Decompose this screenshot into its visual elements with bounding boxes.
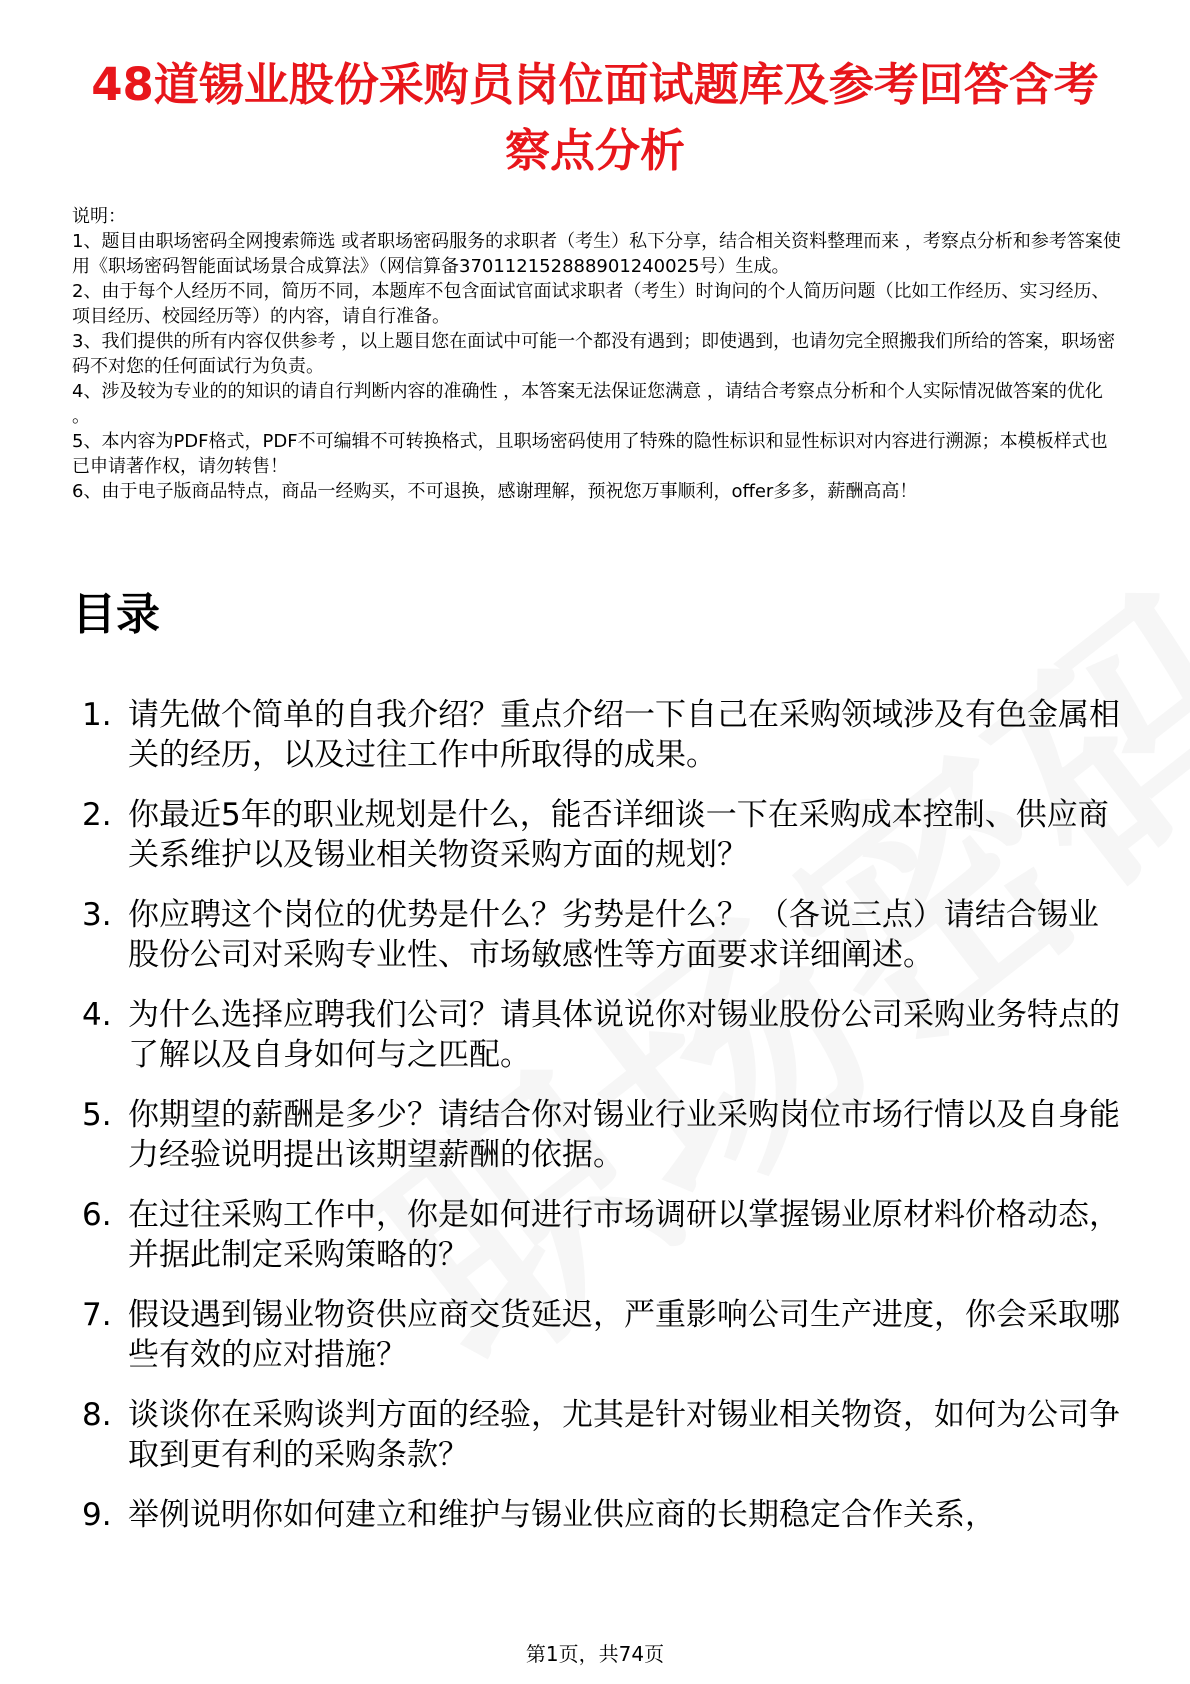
note-item: 4、涉及较为专业的的知识的请自行判断内容的准确性 ，本答案无法保证您满意 ，请结合考察点分析和个人实际情况做答案的优化 。: [72, 381, 1103, 427]
toc-item[interactable]: [72, 1495, 1122, 1535]
toc-item[interactable]: [72, 1195, 1122, 1275]
toc-item[interactable]: [72, 1295, 1122, 1375]
note-item: 2、由于每个人经历不同，简历不同，本题库不包含面试官面试求职者（考生）时询问的个人简历问题（比如工作经历、实习经历、项目经历、校园经历等）的内容，请自行准备。: [72, 281, 1110, 327]
toc-item-number: 6.: [82, 1197, 112, 1233]
toc-item[interactable]: [72, 1395, 1122, 1475]
toc-item-number: 8.: [82, 1397, 112, 1433]
toc-item-number: 1.: [82, 697, 112, 733]
toc-item-number: 5.: [82, 1097, 112, 1133]
toc-item-text: 为什么选择应聘我们公司？请具体说说你对锡业股份公司采购业务特点的了解以及自身如何与之匹配。: [128, 997, 1120, 1073]
toc-list: [72, 695, 1122, 1555]
toc-item[interactable]: [72, 895, 1122, 975]
toc-item-text: 请先做个简单的自我介绍？重点介绍一下自己在采购领域涉及有色金属相关的经历，以及过往工作中所取得的成果。: [128, 697, 1120, 773]
toc-item-text: 谈谈你在采购谈判方面的经验，尤其是针对锡业相关物资，如何为公司争取到更有利的采购条款？: [128, 1397, 1120, 1473]
document-title: 48道锡业股份采购员岗位面试题库及参考回答含考察点分析: [91, 58, 1099, 177]
toc-item[interactable]: [72, 795, 1122, 875]
toc-item-text: 你期望的薪酬是多少？请结合你对锡业行业采购岗位市场行情以及自身能力经验说明提出该期望薪酬的依据。: [128, 1097, 1120, 1173]
toc-item[interactable]: [72, 1095, 1122, 1175]
notes-section: [72, 204, 1122, 504]
page-number-footer: 第1页，共74页: [525, 1642, 665, 1666]
note-item: 6、由于电子版商品特点，商品一经购买，不可退换，感谢理解，预祝您万事顺利，offer多多，薪酬高高！: [72, 481, 918, 502]
toc-item[interactable]: [72, 695, 1122, 775]
toc-item-number: 2.: [82, 797, 112, 833]
toc-item-text: 你最近5年的职业规划是什么，能否详细谈一下在采购成本控制、供应商关系维护以及锡业相关物资采购方面的规划？: [128, 797, 1109, 873]
toc-item-text: 在过往采购工作中，你是如何进行市场调研以掌握锡业原材料价格动态，并据此制定采购策略的？: [128, 1197, 1120, 1273]
note-item: 5、本内容为PDF格式，PDF不可编辑不可转换格式，且职场密码使用了特殊的隐性标识和显性标识对内容进行溯源；本模板样式也已申请著作权，请勿转售！: [72, 431, 1108, 477]
toc-item-text: 举例说明你如何建立和维护与锡业供应商的长期稳定合作关系，: [128, 1497, 996, 1533]
toc-item-number: 3.: [82, 897, 112, 933]
toc-item-number: 9.: [82, 1497, 112, 1533]
note-item: 1、题目由职场密码全网搜索筛选 或者职场密码服务的求职者（考生）私下分享，结合相关资料整理而来 ，考察点分析和参考答案使用《职场密码智能面试场景合成算法》（网信算备370112152888901240025号）生成。: [72, 231, 1121, 277]
notes-label: 说明：: [72, 206, 126, 227]
toc-item-text: 假设遇到锡业物资供应商交货延迟，严重影响公司生产进度，你会采取哪些有效的应对措施？: [128, 1297, 1120, 1373]
toc-item-text: 你应聘这个岗位的优势是什么？劣势是什么？ （各说三点）请结合锡业股份公司对采购专业性、市场敏感性等方面要求详细阐述。: [128, 897, 1099, 973]
toc-heading: 目录: [72, 589, 160, 640]
toc-item-number: 4.: [82, 997, 112, 1033]
toc-item[interactable]: [72, 995, 1122, 1075]
note-item: 3、我们提供的所有内容仅供参考 ，以上题目您在面试中可能一个都没有遇到；即使遇到，也请勿完全照搬我们所给的答案，职场密码不对您的任何面试行为负责。: [72, 331, 1116, 377]
toc-item-number: 7.: [82, 1297, 112, 1333]
